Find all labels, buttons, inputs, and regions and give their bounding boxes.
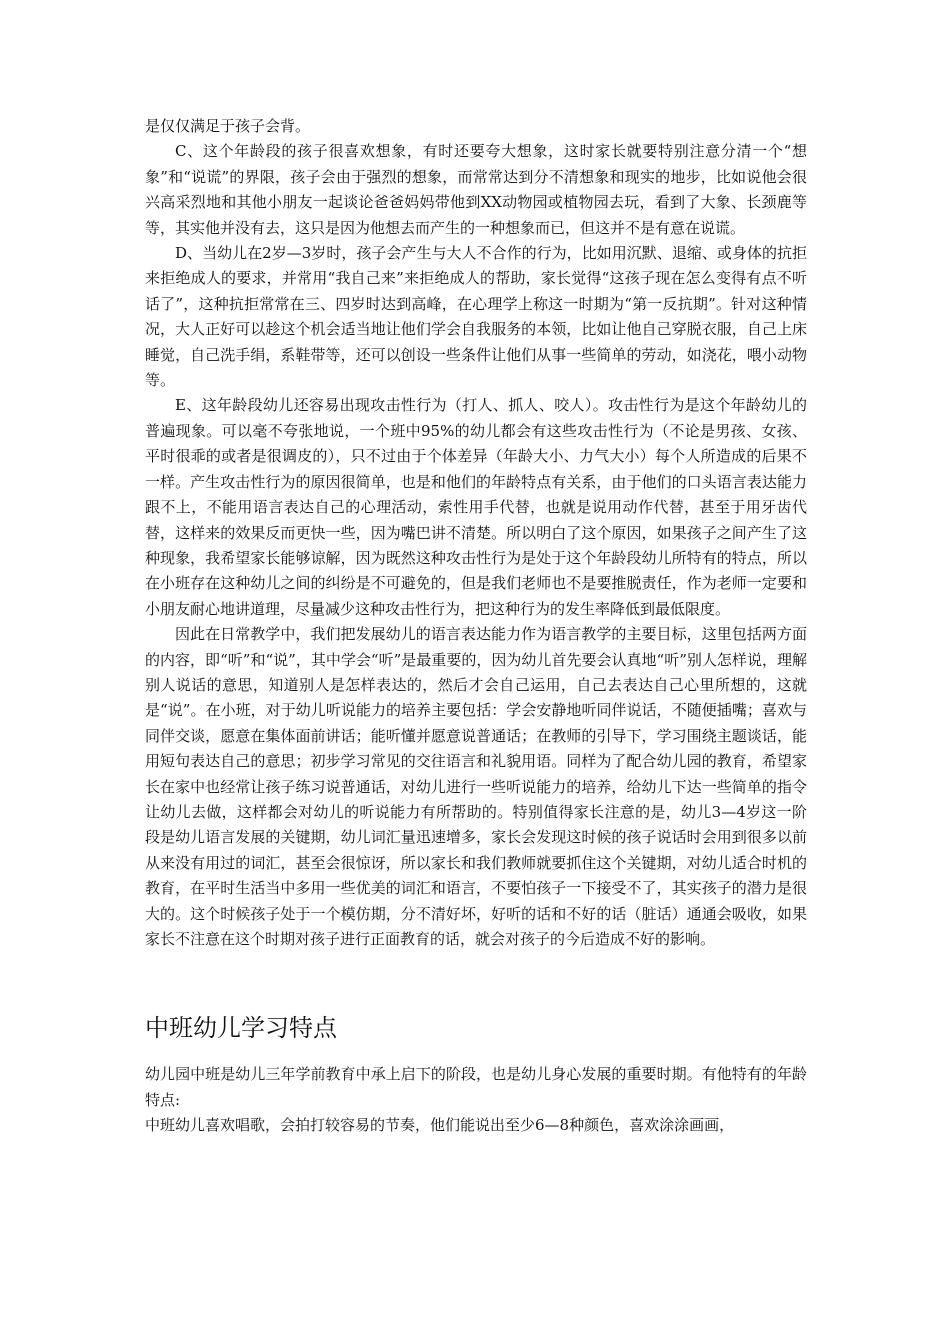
section-intro: 幼儿园中班是幼儿三年学前教育中承上启下的阶段，也是幼儿身心发展的重要时期。有他特有的年龄特点: — [145, 1065, 807, 1109]
paragraph-d-resistance: D、当幼儿在2岁—3岁时，孩子会产生与大人不合作的行为，比如用沉默、退缩、或身体的抗拒来拒绝成人的要求，并常用“我自己来”来拒绝成人的帮助，家长觉得“这孩子现在怎么变得有点不听话了”，这种抗拒常常在三、四岁时达到高峰，在心理学上称这一时期为“第一反抗期”。针对这种情况，大人正好可以趁这个机会适当地让他们学会自我服务的本领，比如让他自己穿脱衣服，自己上床睡觉，自己洗手绢，系鞋带等，还可以创设一些条件让他们从事一些简单的劳动，如浇花，喂小动物等。 — [145, 244, 807, 390]
paragraph-e-aggression: E、这年龄段幼儿还容易出现攻击性行为（打人、抓人、咬人）。攻击性行为是这个年龄幼儿的普遍现象。可以毫不夸张地说，一个班中95%的幼儿都会有这些攻击性行为（不论是男孩、女孩、平时很乖的或者是很调皮的），只不过由于个体差异（年龄大小、力气大小）每个人所造成的后果不一样。产生攻击性行为的原因很简单，也是和他们的年龄特点有关系，由于他们的口头语言表达能力跟不上，不能用语言表达自己的心理活动，索性用手代替，也就是说用动作代替，甚至于用牙齿代替，这样来的效果反而更快一些，因为嘴巴讲不清楚。所以明白了这个原因，如果孩子之间产生了这种现象，我希望家长能够谅解，因为既然这种攻击性行为是处于这个年龄段幼儿所特有的特点，所以在小班存在这种幼儿之间的纠纷是不可避免的，但是我们老师也不是要推脱责任，作为老师一定要和小朋友耐心地讲道理，尽量减少这种攻击性行为，把这种行为的发生率降低到最低限度。 — [145, 396, 807, 618]
section-line: 中班幼儿喜欢唱歌，会拍打较容易的节奏，他们能说出至少6—8种颜色，喜欢涂涂画画， — [145, 1116, 735, 1135]
document-page — [145, 114, 807, 1139]
paragraph-c-imagination: C、这个年龄段的孩子很喜欢想象，有时还要夸大想象，这时家长就要特别注意分清一个“想象”和“说谎”的界限，孩子会由于强烈的想象，而常常达到分不清想象和现实的地步，比如说他会很兴高采烈地和其他小朋友一起谈论爸爸妈妈带他到XX动物园或植物园去玩，看到了大象、长颈鹿等等，其实他并没有去，这只是因为他想去而产生的一种想象而已，但这并不是有意在说谎。 — [145, 142, 807, 237]
paragraph-language-teaching: 因此在日常教学中，我们把发展幼儿的语言表达能力作为语言教学的主要目标，这里包括两方面的内容，即“听”和“说”，其中学会“听”是最重要的，因为幼儿首先要会认真地“听”别人怎样说，理解别人说话的意思，知道别人是怎样表达的，然后才会自己运用，自己去表达自己心里所想的，这就是“说”。在小班，对于幼儿听说能力的培养主要包括：学会安静地听同伴说话，不随便插嘴；喜欢与同伴交谈，愿意在集体面前讲话；能听懂并愿意说普通话；在教师的引导下，学习围绕主题谈话，能用短句表达自己的意思；初步学习常见的交往语言和礼貌用语。同样为了配合幼儿园的教育，希望家长在家中也经常让孩子练习说普通话，对幼儿进行一些听说能力的培养，给幼儿下达一些简单的指令让幼儿去做，这样都会对幼儿的听说能力有所帮助的。特别值得家长注意的是，幼儿3—4岁这一阶段是幼儿语言发展的关键期，幼儿词汇量迅速增多，家长会发现这时候的孩子说话时会用到很多以前从来没有用过的词汇，甚至会很惊讶，所以家长和我们教师就要抓住这个关键期，对幼儿适合时机的教育，在平时生活当中多用一些优美的词汇和语言，不要怕孩子一下接受不了，其实孩子的潜力是很大的。这个时候孩子处于一个模仿期，分不清好坏，好听的话和不好的话（脏话）通通会吸收，如果家长不注意在这个时期对孩子进行正面教育的话，就会对孩子的今后造成不好的影响。 — [145, 625, 807, 948]
section-heading: 中班幼儿学习特点 — [145, 1014, 337, 1043]
paragraph-continuation: 是仅仅满足于孩子会背。 — [145, 117, 311, 135]
